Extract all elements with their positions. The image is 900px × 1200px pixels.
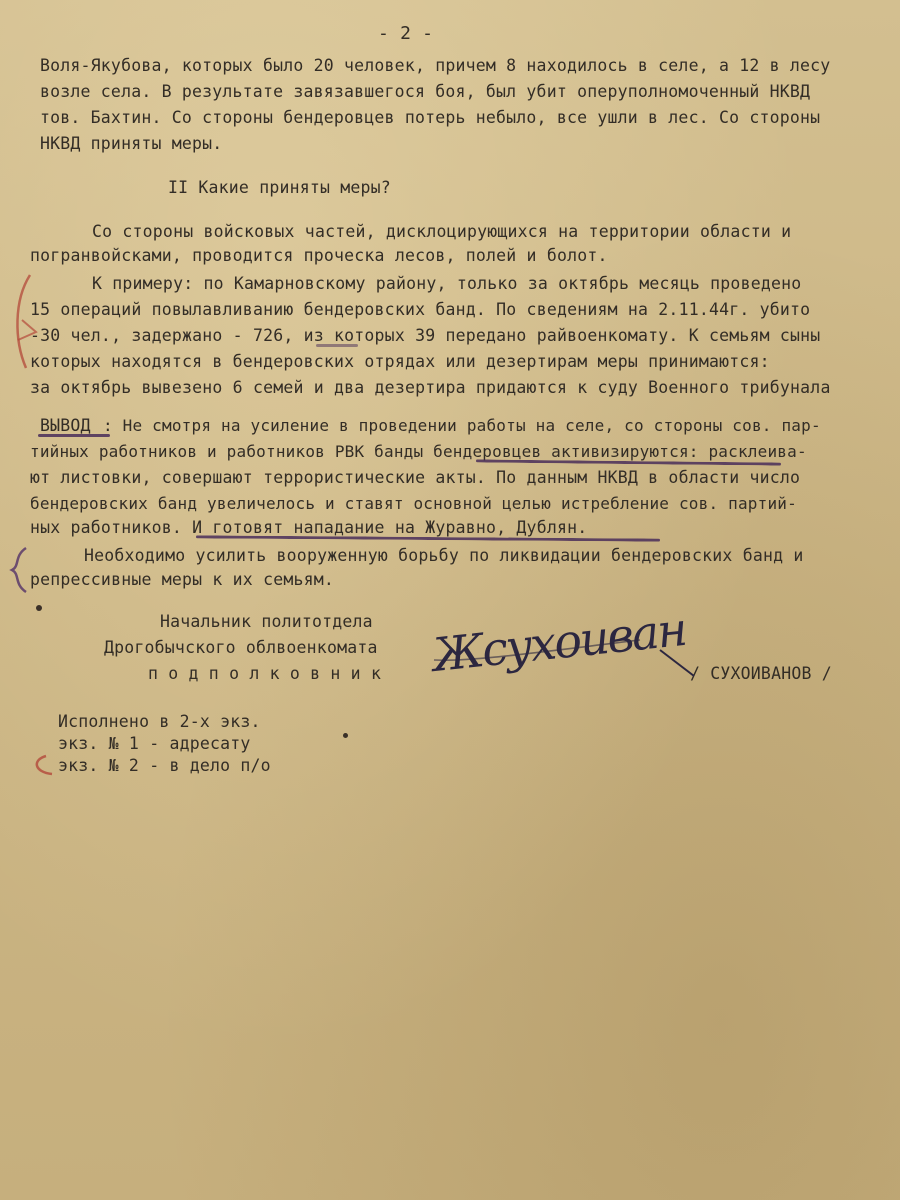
text-line: НКВД приняты меры. xyxy=(40,134,223,153)
text-line: ных работников. И готовят нападание на Журавно, Дублян. xyxy=(30,518,588,537)
text-line: которых находятся в бендеровских отрядах или дезертирам меры принимаются: xyxy=(30,352,770,371)
red-pencil-mark xyxy=(18,320,36,340)
distribution-line: экз. № 1 - адресату xyxy=(58,734,251,753)
signature-underline xyxy=(434,640,640,660)
section-heading: II Какие приняты меры? xyxy=(168,178,391,197)
distribution-line: экз. № 2 - в дело п/о xyxy=(58,756,271,775)
text-line: бендеровских банд увеличелось и ставят основной целью истребление сов. партий- xyxy=(30,494,797,513)
signer-name: / СУХОИВАНОВ / xyxy=(690,664,832,683)
text-line: репрессивные меры к их семьям. xyxy=(30,570,335,589)
ink-blot xyxy=(343,733,348,738)
text-line: -30 чел., задержано - 726, из которых 39 передано райвоенкомату. К семьям сыны xyxy=(30,326,821,345)
signature-stroke xyxy=(660,650,694,676)
signer-rank: п о д п о л к о в н и к xyxy=(148,664,382,683)
red-pencil-mark xyxy=(37,756,52,774)
signer-title-2: Дрогобычского облвоенкомата xyxy=(104,638,378,657)
text-line: 15 операций повылавливанию бендеровских банд. По сведениям на 2.11.44г. убито xyxy=(30,300,811,319)
signer-title-1: Начальник политотдела xyxy=(160,612,373,631)
handwritten-signature: Жсухоиван xyxy=(429,601,689,683)
text-line: возле села. В результате завязавшегося боя, был убит оперуполномоченный НКВД xyxy=(40,82,811,101)
text-line: Воля-Якубова, которых было 20 человек, причем 8 находилось в селе, а 12 в лесу xyxy=(40,56,831,75)
distribution-line: Исполнено в 2-х экз. xyxy=(58,712,261,731)
text-line: Необходимо усилить вооруженную борьбу по ликвидации бендеровских банд и xyxy=(84,546,804,565)
text-line: погранвойсками, проводится проческа лесов, полей и болот. xyxy=(30,246,608,265)
text-line: тов. Бахтин. Со стороны бендеровцев потерь небыло, все ушли в лес. Со стороны xyxy=(40,108,821,127)
ink-blot xyxy=(36,605,42,611)
page-number: - 2 - xyxy=(378,23,434,44)
text-line: за октябрь вывезено 6 семей и два дезертира придаются к суду Военного трибунала xyxy=(30,378,831,397)
text-line: ют листовки, совершают террористические акты. По данным НКВД в области число xyxy=(30,468,801,487)
text-line: тийных работников и работников РВК банды бендеровцев активизируются: расклеива- xyxy=(30,442,807,461)
text-line: Со стороны войсковых частей, дисклоцирующихся на территории области и xyxy=(92,222,792,241)
purple-brace xyxy=(12,548,26,592)
conclusion-label: ВЫВОД xyxy=(40,416,91,435)
text-line: : Не смотря на усиление в проведении работы на селе, со стороны сов. пар- xyxy=(103,416,821,435)
text-line: К примеру: по Камарновскому району, только за октябрь месяць проведено xyxy=(92,274,802,293)
